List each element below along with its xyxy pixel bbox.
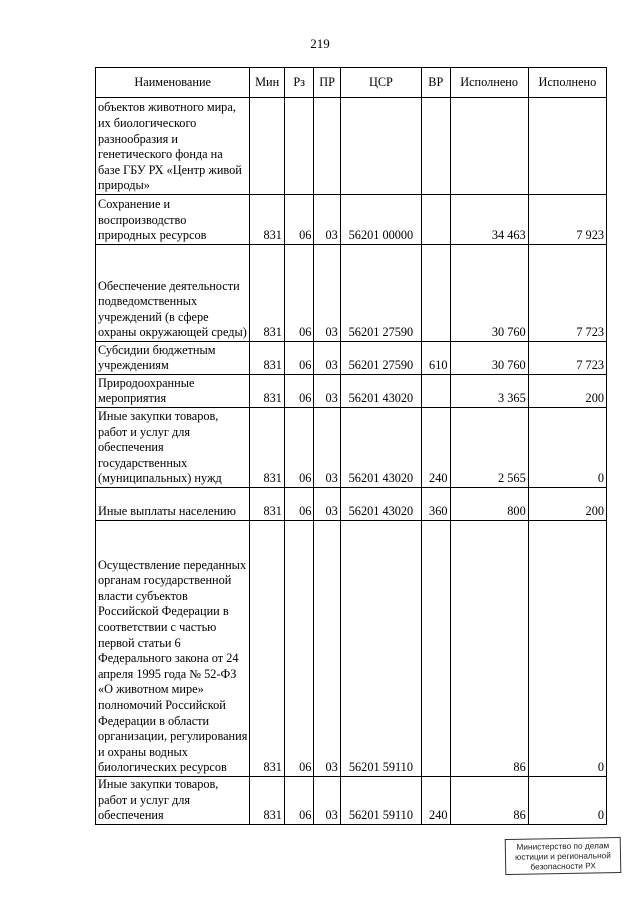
row-name: Субсидии бюджетным учреждениям — [96, 342, 250, 375]
row-pr: 03 — [314, 195, 340, 245]
row-executed-2: 7 723 — [528, 342, 606, 375]
row-csr: 56201 00000 — [340, 195, 421, 245]
row-executed-1: 800 — [450, 488, 528, 521]
row-rz: 06 — [284, 245, 313, 342]
row-executed-1: 2 565 — [450, 408, 528, 488]
row-rz: 06 — [284, 195, 313, 245]
row-vr — [422, 375, 450, 408]
row-pr: 03 — [314, 375, 340, 408]
row-executed-2: 0 — [528, 408, 606, 488]
header-rz: Рз — [284, 68, 313, 98]
table-row — [96, 521, 607, 777]
row-executed-1: 3 365 — [450, 375, 528, 408]
ministry-stamp — [505, 837, 622, 875]
row-csr: 56201 27590 — [340, 245, 421, 342]
row-executed-1: 86 — [450, 521, 528, 777]
row-pr — [314, 98, 340, 195]
row-rz: 06 — [284, 488, 313, 521]
row-name: Сохранение и воспроизводство природных ресурсов — [96, 195, 250, 245]
stamp-line-2: юстиции и региональной — [515, 850, 611, 862]
row-pr: 03 — [314, 245, 340, 342]
table-row — [96, 98, 607, 195]
row-vr: 610 — [422, 342, 450, 375]
row-executed-2: 200 — [528, 488, 606, 521]
row-csr: 56201 59110 — [340, 777, 421, 825]
row-min — [250, 98, 285, 195]
row-executed-1: 30 760 — [450, 342, 528, 375]
row-name: Осуществление переданных органам государственной власти субъектов Российской Федерации в соответствии с частью первой статьи 6 Федерального закона от 24 апреля 1995 года № 52-ФЗ «О животном мире» полномочий Российской Федерации в области организации, регулирования и охраны водных биологических ресурсов — [96, 521, 250, 777]
row-executed-2: 0 — [528, 777, 606, 825]
row-pr: 03 — [314, 488, 340, 521]
row-rz: 06 — [284, 375, 313, 408]
row-rz: 06 — [284, 342, 313, 375]
row-csr: 56201 27590 — [340, 342, 421, 375]
row-min: 831 — [250, 342, 285, 375]
row-vr — [422, 245, 450, 342]
row-min: 831 — [250, 408, 285, 488]
row-pr: 03 — [314, 342, 340, 375]
table-row — [96, 488, 607, 521]
header-pr: ПР — [314, 68, 340, 98]
row-pr: 03 — [314, 521, 340, 777]
row-min: 831 — [250, 488, 285, 521]
table-row — [96, 375, 607, 408]
row-rz: 06 — [284, 521, 313, 777]
page-number: 219 — [310, 36, 330, 51]
row-min: 831 — [250, 245, 285, 342]
header-executed-1: Исполнено — [450, 68, 528, 98]
row-rz: 06 — [284, 777, 313, 825]
header-executed-2: Исполнено — [528, 68, 606, 98]
header-min: Мин — [250, 68, 285, 98]
header-name: Наименование — [96, 68, 250, 98]
row-vr — [422, 521, 450, 777]
table-row — [96, 245, 607, 342]
header-vr: ВР — [422, 68, 450, 98]
row-executed-1: 34 463 — [450, 195, 528, 245]
row-csr: 56201 43020 — [340, 375, 421, 408]
table-row — [96, 777, 607, 825]
row-vr — [422, 195, 450, 245]
table-row — [96, 195, 607, 245]
row-csr: 56201 43020 — [340, 408, 421, 488]
row-name: Обеспечение деятельности подведомственных учреждений (в сфере охраны окружающей среды) — [96, 245, 250, 342]
row-executed-1: 30 760 — [450, 245, 528, 342]
row-executed-2: 0 — [528, 521, 606, 777]
stamp-line-3: безопасности РХ — [530, 860, 596, 872]
row-vr: 240 — [422, 408, 450, 488]
row-min: 831 — [250, 777, 285, 825]
row-executed-1: 86 — [450, 777, 528, 825]
row-name: Иные выплаты населению — [96, 488, 250, 521]
row-csr: 56201 43020 — [340, 488, 421, 521]
row-executed-1 — [450, 98, 528, 195]
row-name: Природоохранные мероприятия — [96, 375, 250, 408]
row-csr — [340, 98, 421, 195]
row-rz — [284, 98, 313, 195]
header-csr: ЦСР — [340, 68, 421, 98]
row-name: Иные закупки товаров, работ и услуг для обеспечения — [96, 777, 250, 825]
row-min: 831 — [250, 375, 285, 408]
row-min: 831 — [250, 521, 285, 777]
table-header-row — [96, 68, 607, 98]
row-min: 831 — [250, 195, 285, 245]
row-vr: 240 — [422, 777, 450, 825]
budget-table — [95, 67, 607, 825]
table-row — [96, 342, 607, 375]
row-executed-2: 200 — [528, 375, 606, 408]
row-name: объектов животного мира, их биологического разнообразия и генетического фонда на базе ГБУ РХ «Центр живой природы» — [96, 98, 250, 195]
row-csr: 56201 59110 — [340, 521, 421, 777]
table-row — [96, 408, 607, 488]
row-executed-2: 7 923 — [528, 195, 606, 245]
row-vr: 360 — [422, 488, 450, 521]
row-vr — [422, 98, 450, 195]
row-rz: 06 — [284, 408, 313, 488]
row-pr: 03 — [314, 777, 340, 825]
row-name: Иные закупки товаров, работ и услуг для обеспечения государственных (муниципальных) нужд — [96, 408, 250, 488]
row-pr: 03 — [314, 408, 340, 488]
stamp-line-1: Министерство по делам — [516, 840, 610, 852]
row-executed-2 — [528, 98, 606, 195]
row-executed-2: 7 723 — [528, 245, 606, 342]
